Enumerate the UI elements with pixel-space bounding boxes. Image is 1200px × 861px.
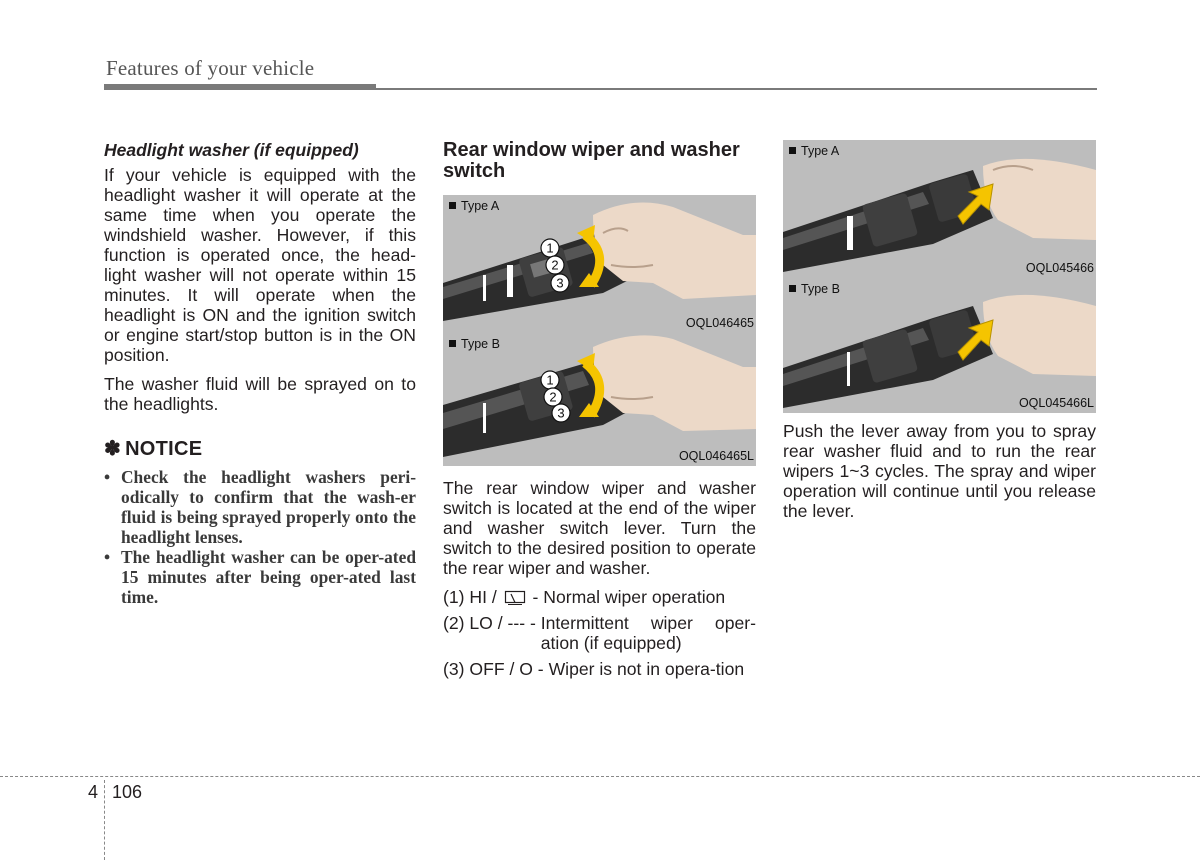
wiper-position-list [443,587,756,679]
notice-item-text: Check the headlight washers peri-odically to confirm that the wash-er fluid is being sprayed properly onto the headlight lenses. [121,467,416,547]
notice-title: NOTICE [125,438,203,460]
footer-divider [0,776,1200,777]
wiper-position-off [443,659,756,679]
figure-code: OQL046465L [678,449,754,463]
notice-heading [104,436,416,461]
washer-operation-paragraph: Push the lever away from you to spray rear washer fluid and to run the rear wipers 1~3 cycles. The spray and wiper operation will continue until you release the lever. [783,421,1096,521]
figure-type-label: Type A [789,144,839,158]
callout-1-label: 1 [546,372,554,388]
header-rule [104,84,376,90]
figure-type-label: Type B [449,337,500,351]
page-number: 106 [112,782,143,802]
position-desc: Intermittent wiper oper-ation (if equipped) [540,613,756,653]
headlight-washer-paragraph: If your vehicle is equipped with the headlight washer it will operate at the same time when you operate the windshield washer. However, if this function is operated once, the head-light washer will not operate within 15 minutes. It will operate when the headlight is ON and the ignition switch or engine start/stop button is in the ON position. [104,165,416,365]
washer-fluid-paragraph: The washer fluid will be sprayed on to the headlights. [104,374,416,414]
right-column [783,140,1096,530]
washer-lever-illustration [783,140,1096,278]
wiper-position-lo [443,613,756,653]
wiper-lever-illustration [443,195,756,333]
notice-item-text: The headlight washer can be oper-ated 15 minutes after being oper-ated last time. [121,547,416,607]
rear-wiper-figure-type-b [443,333,756,466]
notice-list [104,467,416,607]
wiper-lever-illustration [443,333,756,466]
figure-code: OQL045466 [1025,261,1094,275]
callout-1-label: 1 [546,240,554,256]
footer-vertical-divider [104,780,105,860]
middle-column [443,140,756,685]
position-term: (3) OFF / O - [443,659,544,679]
figure-type-label: Type A [449,199,499,213]
callout-3 [550,402,572,424]
notice-item: • Check the headlight washers peri-odically to confirm that the wash-er fluid is being sprayed properly onto the headlight lenses. [104,467,416,547]
callout-2-label: 2 [551,257,559,273]
washer-figure-type-a [783,140,1096,278]
position-desc: Normal wiper operation [543,587,726,607]
notice-star-icon: ✽ [104,438,122,460]
figure-code: OQL046465 [685,316,754,330]
rear-wiper-icon [504,590,526,606]
callout-3-label: 3 [556,275,564,291]
callout-2-label: 2 [549,389,557,405]
callout-3-label: 3 [557,405,565,421]
washer-figure-type-b [783,278,1096,413]
figure-type-label: Type B [789,282,840,296]
washer-lever-illustration [783,278,1096,413]
header-rule-thin [376,88,1097,90]
rear-wiper-section-title: Rear window wiper and washer switch [443,139,740,182]
page-header-title: Features of your vehicle [106,56,315,80]
position-term: (2) LO / --- - [443,613,536,633]
callout-3 [549,272,571,294]
rear-wiper-figure-type-a [443,195,756,333]
notice-item: • The headlight washer can be oper-ated 15 minutes after being oper-ated last time. [104,547,416,607]
left-column [104,140,416,607]
chapter-number: 4 [88,782,99,802]
rear-wiper-intro: The rear window wiper and washer switch is located at the end of the wiper and washer switch lever. Turn the switch to the desired position to operate the rear wiper and washer. [443,478,756,578]
headlight-washer-subhead: Headlight washer (if equipped) [104,140,359,160]
position-desc: Wiper is not in opera-tion [548,659,745,679]
figure-code: OQL045466L [1018,396,1094,410]
position-term: (1) HI / - [443,587,539,607]
wiper-position-hi [443,587,756,607]
